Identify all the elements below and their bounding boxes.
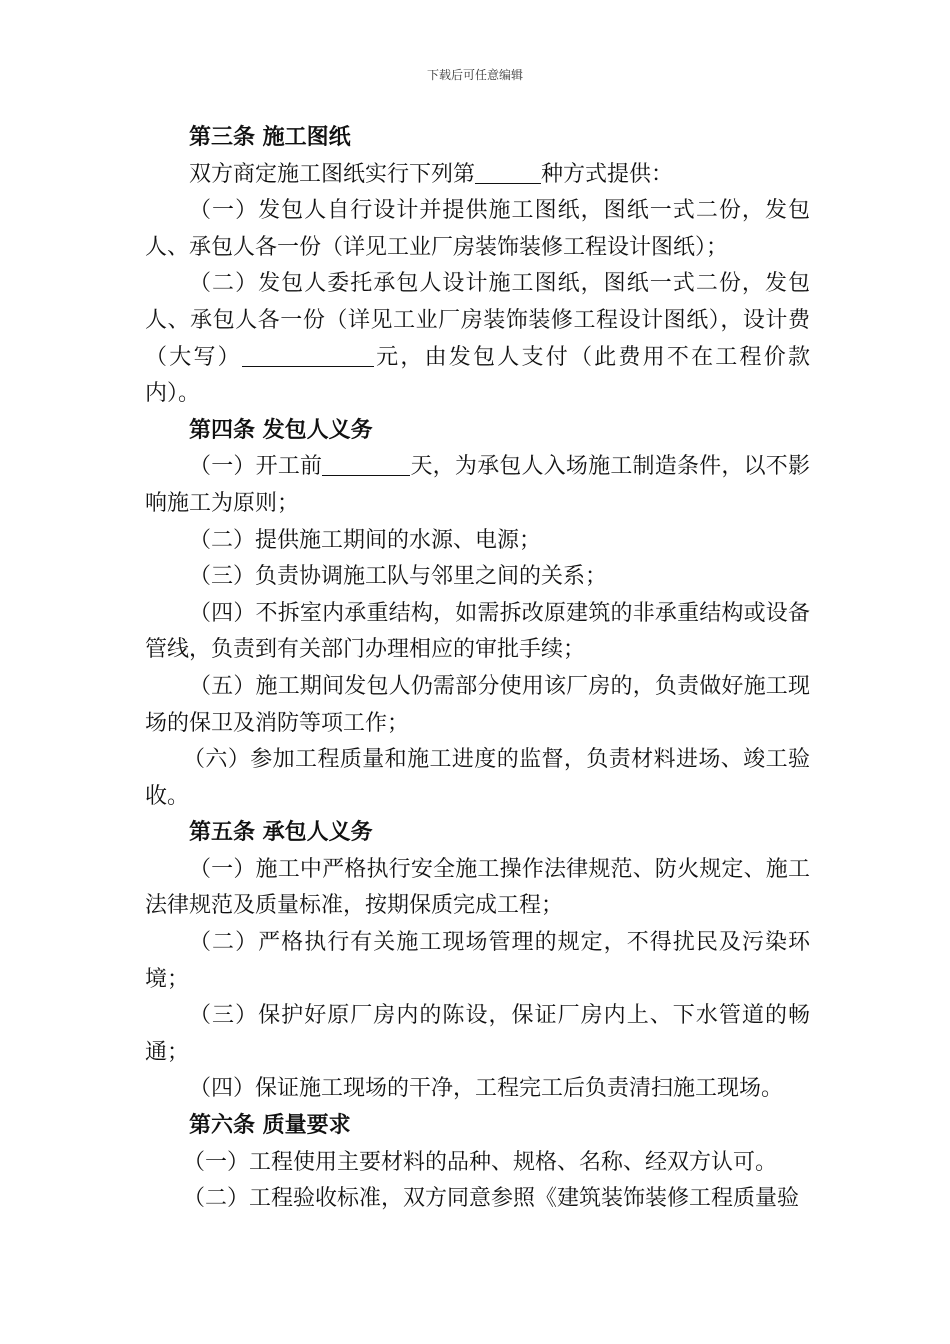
document-body <box>145 120 810 1218</box>
article-4-title: 第四条 发包人义务 <box>189 417 373 443</box>
article-4-item-3: （三）负责协调施工队与邻里之间的关系； <box>189 564 608 590</box>
text-span: 双方商定施工图纸实行下列第 <box>189 161 476 187</box>
article-4-item-2: （二）提供施工期间的水源、电源； <box>189 527 542 553</box>
text-span: 天，为承包人入场施工制造条件，以不影响施工为原则； <box>145 454 810 516</box>
article-4-item-5: （五）施工期间发包人仍需部分使用该厂房的，负责做好施工现场的保卫及消防等项工作； <box>145 673 810 736</box>
fill-blank[interactable] <box>242 342 374 367</box>
page-header-note: 下载后可任意编辑 <box>426 68 523 82</box>
text-span: （一）开工前 <box>189 454 323 480</box>
text-span: 种方式提供： <box>541 161 674 187</box>
article-6-title: 第六条 质量要求 <box>189 1113 351 1139</box>
article-3-item-1: （一）发包人自行设计并提供施工图纸，图纸一式二份，发包人、承包人各一份（详见工业厂房装饰装修工程设计图纸）； <box>145 198 810 260</box>
article-3-item-2 <box>145 266 810 412</box>
article-4-item-4: （四）不拆室内承重结构，如需拆改原建筑的非承重结构或设备管线，负责到有关部门办理相应的审批手续； <box>145 600 810 663</box>
article-6-item-2: （二）工程验收标准，双方同意参照《建筑装饰装修工程质量验 <box>183 1186 800 1212</box>
article-5-item-2: （二）严格执行有关施工现场管理的规定，不得扰民及污染环境； <box>145 930 810 992</box>
text-span: 元，由发包人支付（此费用不在工程价款内）。 <box>145 344 810 407</box>
article-6-item-1: （一）工程使用主要材料的品种、规格、名称、经双方认可。 <box>183 1149 778 1175</box>
article-4-item-6: （六）参加工程质量和施工进度的监督，负责材料进场、竣工验收。 <box>145 747 810 809</box>
article-5-title: 第五条 承包人义务 <box>189 820 373 846</box>
text-span: （二）发包人委托承包人设计施工图纸，图纸一式二份，发包人、承包人各一份（详见工业厂房装饰装修工程设计图纸），设计费（大写） <box>145 271 810 370</box>
article-5-item-4: （四）保证施工现场的干净，工程完工后负责清扫施工现场。 <box>189 1076 784 1102</box>
article-4-item-1 <box>145 449 810 522</box>
fill-blank[interactable] <box>475 159 541 184</box>
article-5-item-3: （三）保护好原厂房内的陈设，保证厂房内上、下水管道的畅通； <box>145 1003 810 1065</box>
article-3-title: 第三条 施工图纸 <box>189 125 351 150</box>
article-3-intro <box>145 157 810 194</box>
fill-blank[interactable] <box>322 451 410 476</box>
article-5-item-1: （一）施工中严格执行安全施工操作法律规范、防火规定、施工法律规范及质量标准，按期保质完成工程； <box>145 856 810 919</box>
